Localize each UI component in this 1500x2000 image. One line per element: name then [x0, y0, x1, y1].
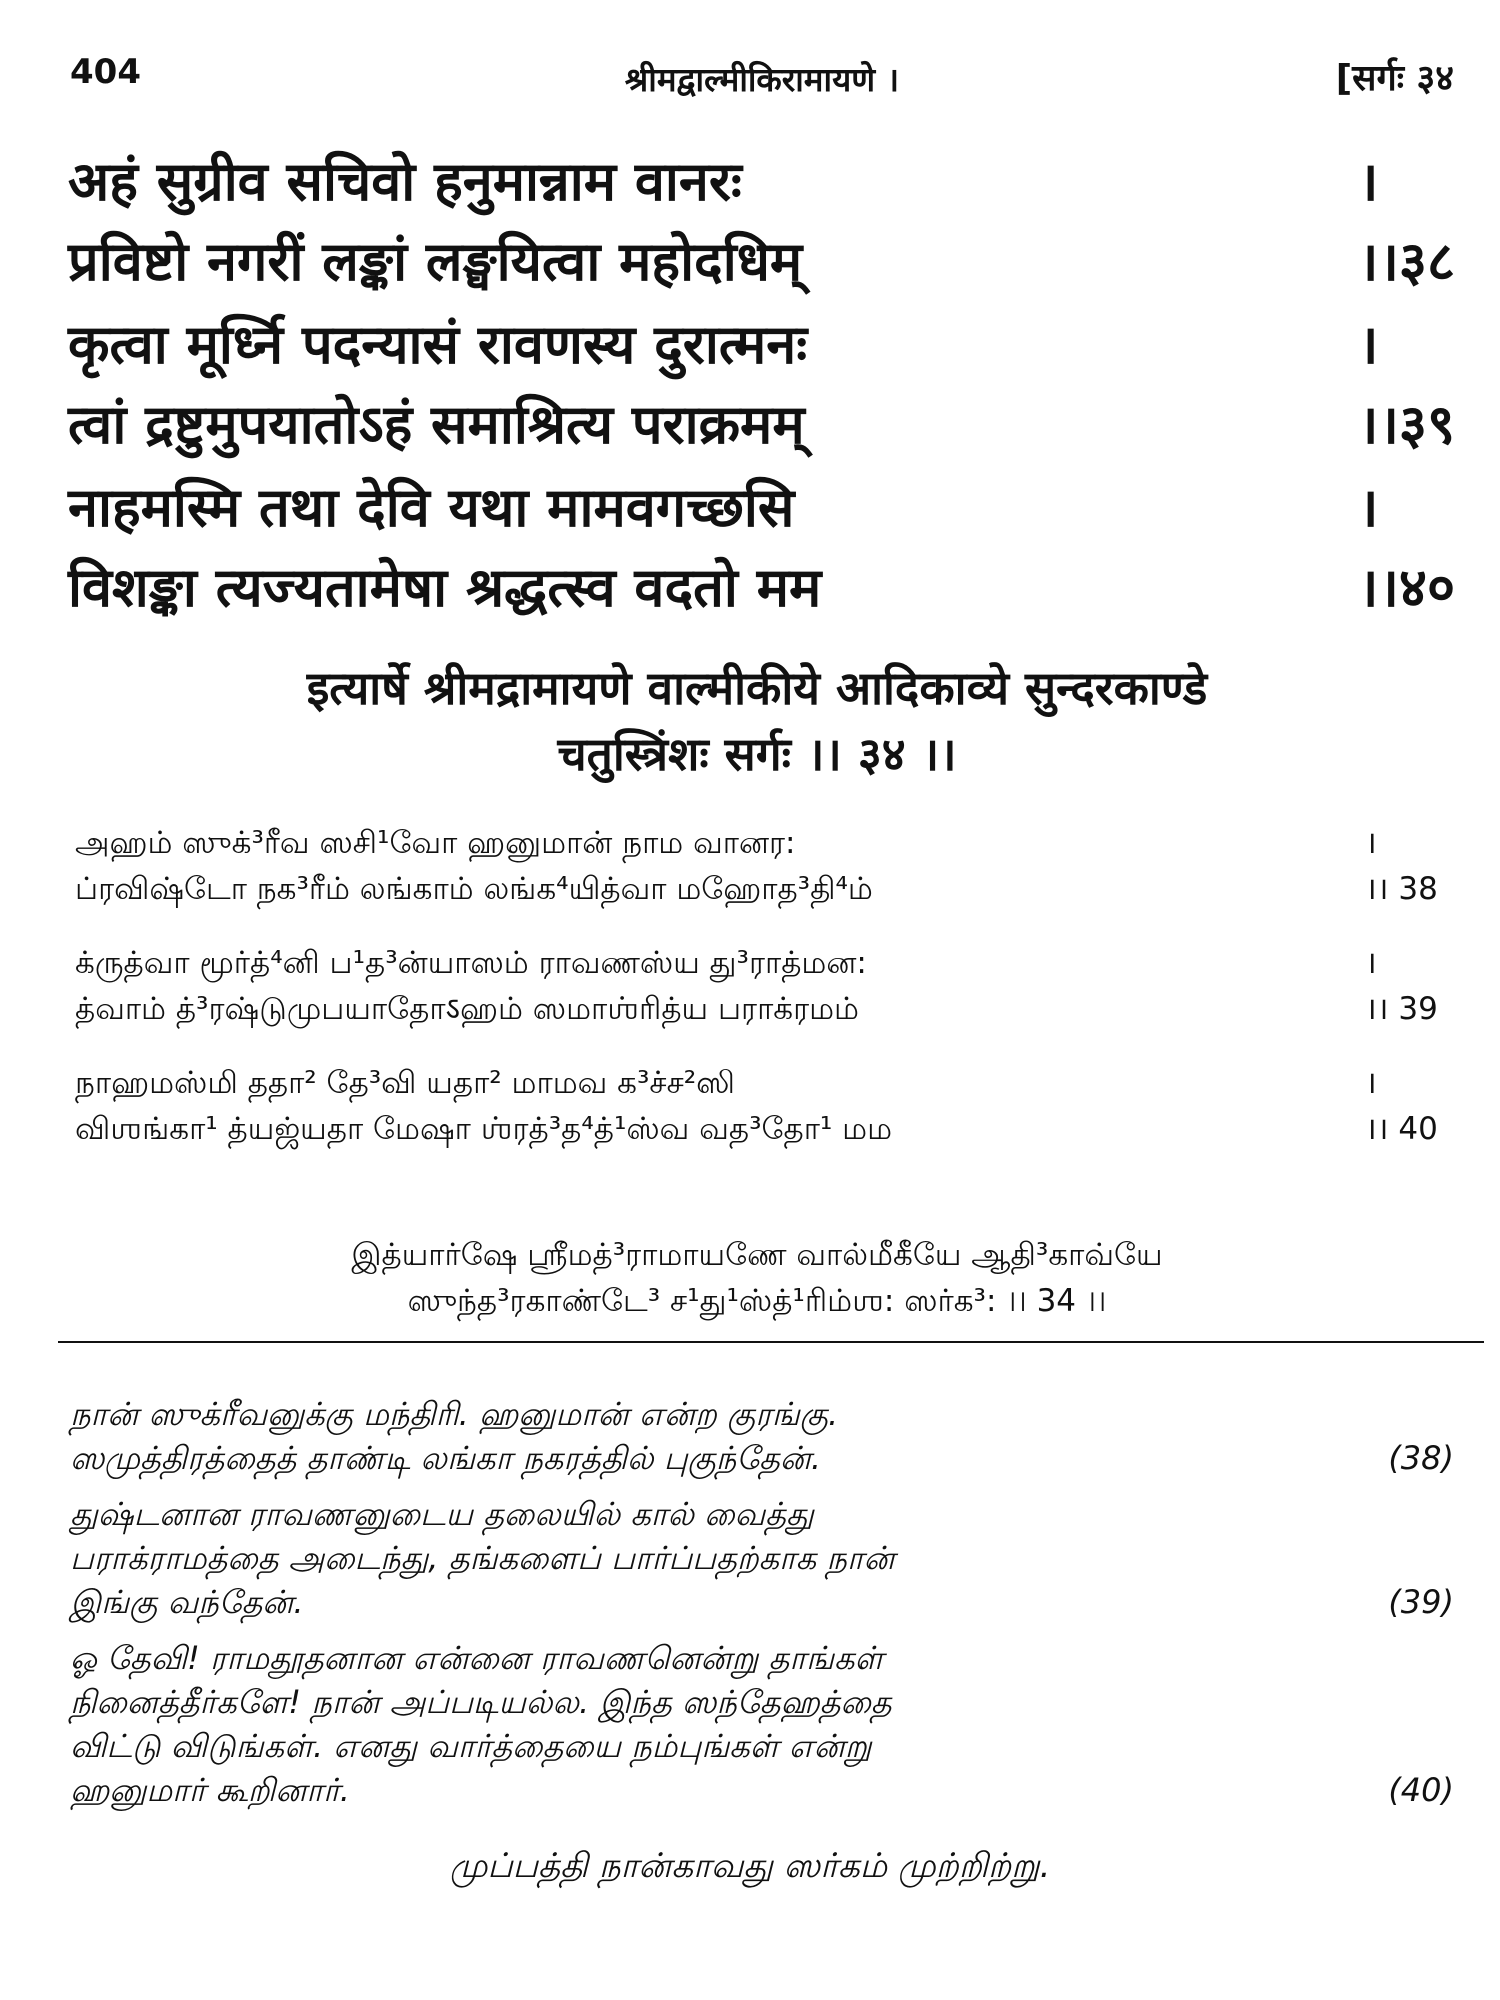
- verse-number: ।। 40: [1365, 1111, 1438, 1147]
- verse-number: ।।३८: [1358, 230, 1456, 293]
- page-header: [70, 52, 1454, 108]
- colophon-line: इत्यार्षे श्रीमद्रामायणे वाल्मीकीये आदिकाव्ये सुन्दरकाण्डे: [306, 661, 1208, 715]
- verse-danda: ।: [1365, 945, 1377, 981]
- colophon-line: இத்யார்ஷே ஶ்ரீமத்³ராமாயணே வால்மீகீயே ஆதி³காவ்யே: [351, 1237, 1163, 1273]
- sanskrit-colophon: [60, 655, 1454, 787]
- verse-reference: (40): [1388, 1771, 1454, 1809]
- verse-line: विशङ्का त्यज्यतामेषा श्रद्धत्स्व वदतो मम: [68, 556, 822, 619]
- verse-line: अहं सुग्रीव सचिवो हनुमान्नाम वानरः: [68, 150, 742, 213]
- translation-line: துஷ்டனான ராவணனுடைய தலையில் கால் வைத்து: [70, 1495, 814, 1533]
- verse-danda: ।: [1358, 313, 1379, 376]
- translation-line: விட்டு விடுங்கள். எனது வார்த்தையை நம்புங்கள் என்று: [70, 1727, 872, 1765]
- sanskrit-verse-39: [68, 305, 1454, 465]
- verse-danda: ।: [1358, 150, 1379, 213]
- translation-section: [70, 1392, 1454, 1824]
- transliteration-line: அஹம் ஸுக்³ரீவ ஸசி¹வோ ஹனுமான் நாம வானர:: [75, 825, 796, 861]
- translation-line: ஓ தேவி! ராமதூதனான என்னை ராவணனென்று தாங்கள்: [70, 1639, 884, 1677]
- verse-line: कृत्वा मूर्ध्नि पदन्यासं रावणस्य दुरात्मनः: [68, 313, 808, 376]
- verse-line: नाहमस्मि तथा देवि यथा मामवगच्छसि: [68, 476, 795, 539]
- sanskrit-verse-40: [68, 468, 1454, 628]
- transliteration-line: க்ருத்வா மூர்த்⁴னி ப¹த³ன்யாஸம் ராவணஸ்ய து³ராத்மன:: [75, 945, 867, 981]
- colophon-line: ஸுந்த³ரகாண்டே³ ச¹து¹ஸ்த்¹ரிம்ஶ: ஸர்க³: ।। 34 ।।: [407, 1283, 1107, 1319]
- tamil-verse-39: [75, 940, 1454, 1032]
- transliteration-line: விஶங்கா¹ த்யஜ்யதா மேஷா ஶ்ரத்³த⁴த்¹ஸ்வ வத³தோ¹ மம: [75, 1111, 893, 1147]
- translation-line: ஸமுத்திரத்தைத் தாண்டி லங்கா நகரத்தில் புகுந்தேன்.: [70, 1439, 822, 1477]
- translation-line: ஹனுமார் கூறினார்.: [70, 1771, 350, 1809]
- page-number: 404: [70, 52, 141, 92]
- translation-line: நினைத்தீர்களே! நான் அப்படியல்ல. இந்த ஸந்தேஹத்தை: [70, 1683, 892, 1721]
- verse-number: ।। 39: [1365, 991, 1438, 1027]
- tamil-verse-38: [75, 820, 1454, 912]
- translation-paragraph-39: [70, 1492, 1454, 1624]
- chapter-end-note: முப்பத்தி நான்காவது ஸர்கம் முற்றிற்று.: [449, 1846, 1051, 1886]
- sanskrit-verse-38: [68, 142, 1454, 302]
- transliteration-line: நாஹமஸ்மி ததா² தே³வி யதா² மாமவ க³ச்ச²ஸி: [75, 1065, 736, 1101]
- translation-line: நான் ஸுக்ரீவனுக்கு மந்திரி. ஹனுமான் என்ற குரங்கு.: [70, 1395, 839, 1433]
- verse-reference: (38): [1388, 1439, 1454, 1477]
- translation-line: பராக்ராமத்தை அடைந்து, தங்களைப் பார்ப்பதற்காக நான்: [70, 1539, 895, 1577]
- verse-reference: (39): [1388, 1583, 1454, 1621]
- verse-number: ।।४०: [1358, 556, 1456, 619]
- section-divider: [58, 1341, 1484, 1343]
- verse-line: प्रविष्टो नगरीं लङ्कां लङ्घयित्वा महोदधिम्: [68, 230, 803, 293]
- verse-danda: ।: [1365, 825, 1377, 861]
- translation-paragraph-40: [70, 1636, 1454, 1812]
- running-title: श्रीमद्वाल्मीकिरामायणे ।: [624, 60, 900, 99]
- sarga-label: [सर्गः ३४: [1335, 58, 1454, 99]
- transliteration-line: ப்ரவிஷ்டோ நக³ரீம் லங்காம் லங்க⁴யித்வா மஹோத³தி⁴ம்: [75, 871, 873, 907]
- verse-line: त्वां द्रष्टुमुपयातोऽहं समाश्रित्य पराक्रमम्: [68, 393, 805, 456]
- tamil-verse-40: [75, 1060, 1454, 1152]
- colophon-line: चतुस्त्रिंशः सर्गः ।। ३४ ।।: [557, 727, 957, 781]
- verse-number: ।। 38: [1365, 871, 1438, 907]
- verse-danda: ।: [1365, 1065, 1377, 1101]
- transliteration-line: த்வாம் த்³ரஷ்டுமுபயாதோऽஹம் ஸமாஶ்ரித்ய பராக்ரமம்: [75, 991, 859, 1027]
- translation-paragraph-38: [70, 1392, 1454, 1480]
- tamil-colophon: [60, 1232, 1454, 1324]
- translation-line: இங்கு வந்தேன்.: [70, 1583, 304, 1621]
- verse-danda: ।: [1358, 476, 1379, 539]
- verse-number: ।।३९: [1358, 393, 1456, 456]
